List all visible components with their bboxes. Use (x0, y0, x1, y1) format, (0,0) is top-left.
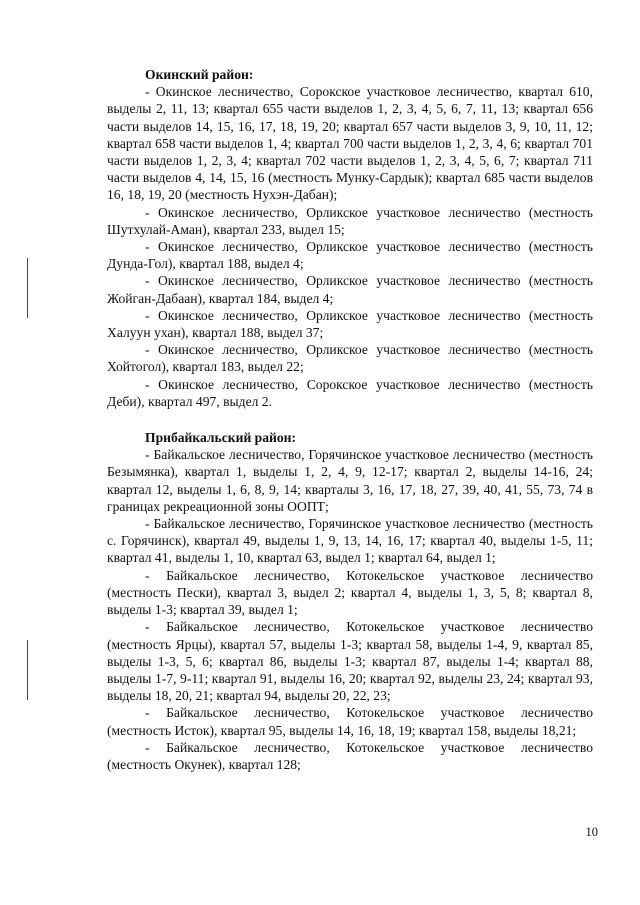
list-item: - Окинское лесничество, Орликское участковое лесничество (местность Хойтогол), квартал 183, выдел 22; (107, 342, 593, 375)
list-item: - Байкальское лесничество, Котокельское участковое лесничество (местность Исток), квартал 95, выделы 14, 16, 18, 19; квартал 158, выделы 18,21; (107, 705, 593, 738)
list-item: - Байкальское лесничество, Котокельское участковое лесничество (местность Ярцы), квартал 57, выделы 1-3; квартал 58, выделы 1-4, 9, квартал 85, выделы 1-3, 5, 6; квартал 86, выделы 1-3; квартал 87, выделы 1-4; квартал 88, выделы 1-7, 9-11; квартал 91, выделы 16, 20; квартал 92, выделы 23, 24; квартал 93, выделы 18, 20, 21; квартал 94, выделы 20, 22, 23; (107, 619, 593, 704)
list-item: - Окинское лесничество, Орликское участковое лесничество (местность Дунда-Гол), квартал 188, выдел 4; (107, 239, 593, 272)
list-item: - Окинское лесничество, Орликское участковое лесничество (местность Жойган-Дабаан), квартал 184, выдел 4; (107, 273, 593, 306)
list-item: - Окинское лесничество, Сорокское участковое лесничество (местность Деби), квартал 497, выдел 2. (107, 376, 593, 409)
list-item: - Окинское лесничество, Орликское участковое лесничество (местность Халуун ухан), квартал 188, выдел 37; (107, 307, 593, 341)
section-pribaikalsky (107, 429, 593, 773)
list-item: - Байкальское лесничество, Котокельское участковое лесничество (местность Пески), квартал 3, выдел 2; квартал 4, выделы 1, 3, 5, 8; квартал 8, выделы 1-3; квартал 39, выдел 1; (107, 567, 593, 618)
section-okinsky (107, 66, 593, 410)
section-heading: Окинский район: (145, 67, 254, 82)
document-page (107, 66, 593, 773)
margin-line-top (27, 258, 28, 318)
list-item: - Байкальское лесничество, Горячинское участковое лесничество (местность Безымянка), квартал 1, выделы 1, 2, 4, 9, 12-17; квартал 2, выделы 14-16, 24; квартал 12, выделы 1, 6, 8, 9, 14; кварталы 3, 16, 17, 18, 27, 39, 40, 41, 55, 73, 74 в границах рекреационной зоны ООПТ; (107, 447, 593, 514)
page-number: 10 (585, 825, 598, 839)
section-heading: Прибайкальский район: (145, 430, 297, 446)
list-item: - Байкальское лесничество, Котокельское участковое лесничество (местность Окунек), квартал 128; (107, 739, 593, 772)
list-item: - Окинское лесничество, Сорокское участковое лесничество, квартал 610, выделы 2, 11, 13; квартал 655 части выделов 1, 2, 3, 4, 5, 6, 7, 11, 13; квартал 656 части выделов 14, 15, 16, 17, 18, 19, 20; квартал 657 части выделов 3, 9, 10, 11, 12; квартал 658 части выделов 1, 4; квартал 700 части выделов 1, 2, 3, 4, 6; квартал 701 части выделов 1, 2, 3, 4; квартал 702 части выделов 1, 2, 3, 4, 5, 6, 7; квартал 711 части выделов 4, 14, 15, 16 (местность Мунку-Сардык); квартал 685 части выделов 16, 18, 19, 20 (местность Нухэн-Дабан); (107, 84, 593, 203)
list-item: - Байкальское лесничество, Горячинское участковое лесничество (местность с. Горячинск), квартал 49, выделы 1, 9, 13, 14, 16, 17; квартал 40, выделы 1-5, 11; квартал 41, выделы 1, 10, квартал 63, выдел 1; квартал 64, выдел 1; (107, 516, 593, 566)
margin-line-bottom (27, 640, 28, 700)
list-item: - Окинское лесничество, Орликское участковое лесничество (местность Шутхулай-Аман), квартал 233, выдел 15; (107, 204, 593, 237)
section-spacer (107, 410, 593, 429)
